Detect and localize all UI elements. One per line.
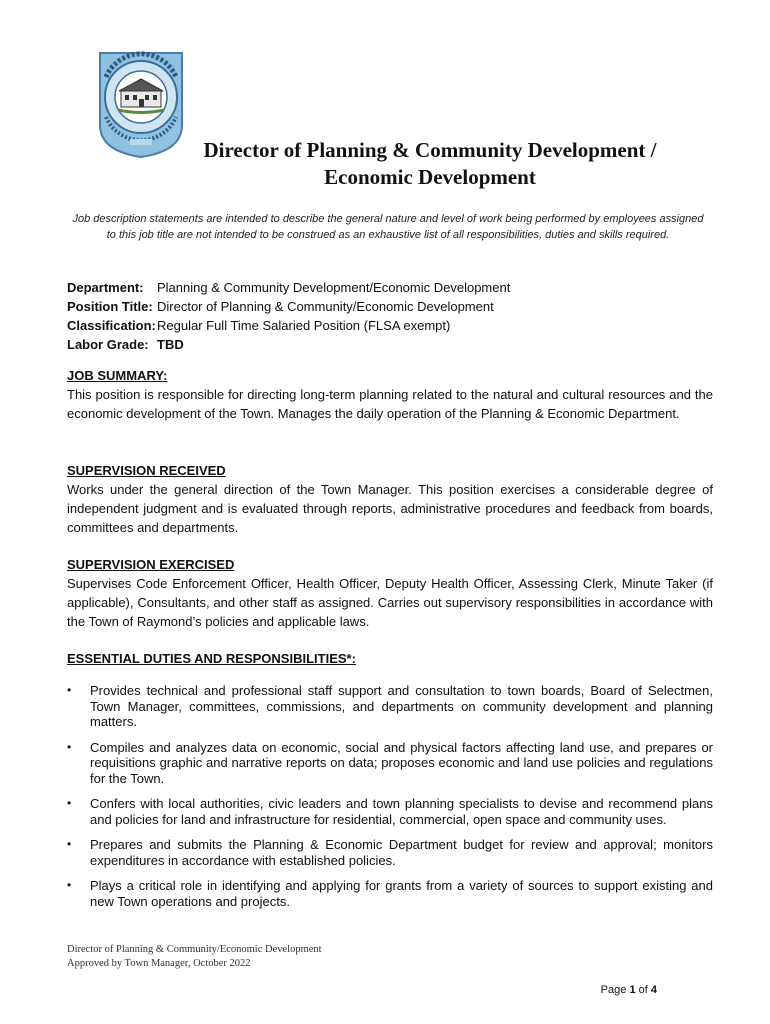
disclaimer-text: Job description statements are intended to describe the general nature and level of work being performed by employees assigned to this job title are not intended to be construed as an exhaustive list of all responsibilities, duties and skills required. bbox=[72, 213, 704, 241]
meta-key: Classification: bbox=[67, 318, 156, 333]
meta-row-classification bbox=[67, 316, 510, 335]
supervision-received-heading: SUPERVISION RECEIVED bbox=[67, 463, 226, 478]
supervision-exercised-heading: SUPERVISION EXERCISED bbox=[67, 557, 235, 572]
bullet-icon: • bbox=[67, 683, 72, 697]
list-item: • Compiles and analyzes data on economic, social and physical factors affecting land use, and prepares or requisitions graphic and narrative reports on data; proposes economic and land use policies and regulations for the Town. bbox=[67, 739, 713, 786]
duties-section-heading-wrap bbox=[67, 649, 713, 668]
meta-row-labor-grade bbox=[67, 335, 510, 354]
job-summary-heading: JOB SUMMARY: bbox=[67, 368, 168, 383]
document-footer bbox=[67, 943, 322, 971]
meta-key: Position Title: bbox=[67, 299, 153, 314]
title-line-1: Director of Planning & Community Development / bbox=[203, 138, 657, 162]
job-meta bbox=[67, 278, 510, 354]
page-title bbox=[150, 137, 710, 191]
duties-heading: ESSENTIAL DUTIES AND RESPONSIBILITIES*: bbox=[67, 651, 356, 666]
bullet-icon: • bbox=[67, 837, 72, 851]
list-item: • Prepares and submits the Planning & Economic Department budget for review and approval; monitors expenditures in accordance with established policies. bbox=[67, 837, 713, 868]
duties-list bbox=[67, 683, 713, 919]
meta-value: TBD bbox=[157, 337, 184, 352]
meta-row-position-title bbox=[67, 297, 510, 316]
supervision-received-text: Works under the general direction of the Town Manager. This position exercises a considerable degree of independent judgment and is evaluated through reports, administrative procedures and feedback from boards, committees and departments. bbox=[67, 482, 713, 535]
meta-value: Planning & Community Development/Economic Development bbox=[157, 280, 511, 295]
title-line-2: Economic Development bbox=[324, 165, 536, 189]
meta-row-department bbox=[67, 278, 510, 297]
footer-line-1: Director of Planning & Community/Economic Development bbox=[67, 944, 322, 955]
supervision-exercised-text: Supervises Code Enforcement Officer, Health Officer, Deputy Health Officer, Assessing Clerk, Minute Taker (if applicable), Consultants, and other staff as assigned. Carries out supervisory responsibilities in accordance with the Town of Raymond’s policies and applicable laws. bbox=[67, 576, 713, 629]
meta-key: Department: bbox=[67, 280, 144, 295]
job-summary-section bbox=[67, 366, 713, 423]
supervision-exercised-section bbox=[67, 555, 713, 631]
meta-value: Regular Full Time Salaried Position (FLSA exempt) bbox=[157, 318, 451, 333]
page-number: Page 1 of 4 bbox=[600, 984, 657, 996]
list-item: • Confers with local authorities, civic leaders and town planning specialists to devise and recommend plans and policies for land and infrastructure for residential, commercial, open space and community uses. bbox=[67, 796, 713, 827]
job-summary-text: This position is responsible for directing long-term planning related to the natural and cultural resources and the economic development of the Town. Manages the daily operation of the Planning & Economic Department. bbox=[67, 387, 713, 421]
list-item: • Plays a critical role in identifying and applying for grants from a variety of sources to support existing and new Town operations and projects. bbox=[67, 878, 713, 909]
supervision-received-section bbox=[67, 461, 713, 537]
bullet-icon: • bbox=[67, 878, 72, 892]
meta-key: Labor Grade: bbox=[67, 337, 149, 352]
footer-line-2: Approved by Town Manager, October 2022 bbox=[67, 958, 251, 969]
bullet-icon: • bbox=[67, 796, 72, 810]
meta-value: Director of Planning & Community/Economic Development bbox=[157, 299, 494, 314]
list-item: • Provides technical and professional staff support and consultation to town boards, Board of Selectmen, Town Manager, committees, commissions, and departments on community development and planning matters. bbox=[67, 683, 713, 729]
bullet-icon: • bbox=[67, 739, 72, 754]
